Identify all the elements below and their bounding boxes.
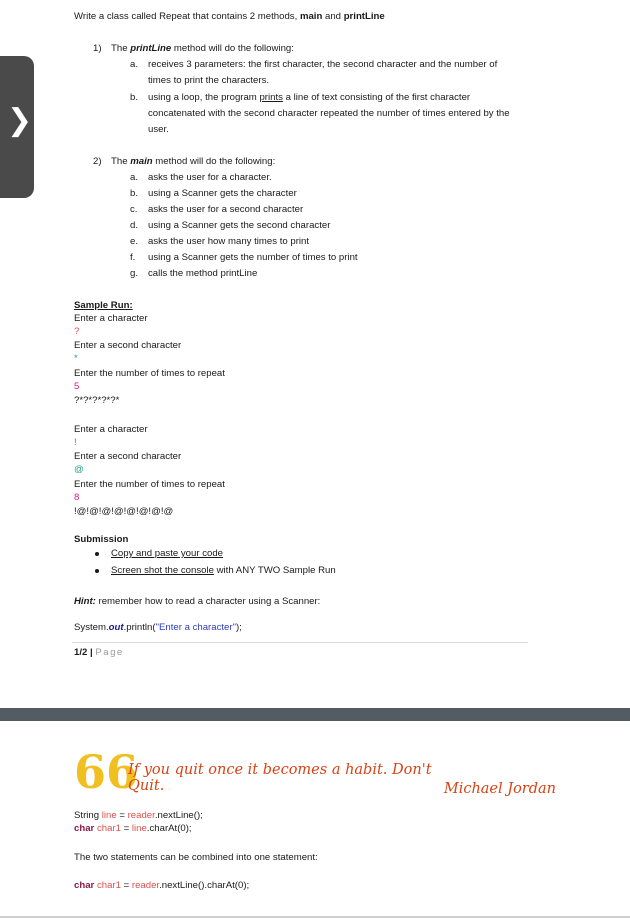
code-token: String [74, 810, 102, 821]
user-input: 8 [74, 492, 80, 503]
prompt-text: Enter a second character [74, 340, 182, 351]
combine-note: The two statements can be combined into one statement: [74, 852, 318, 863]
code-println [74, 622, 242, 634]
section1-num: 1) [93, 43, 102, 54]
submission-item-2 [111, 565, 336, 577]
section2-num: 2) [93, 156, 102, 167]
page-number [74, 647, 124, 659]
code-var: line [101, 810, 117, 821]
code-var: char1 [96, 880, 121, 891]
list-item-text: asks the user for a second character [148, 204, 304, 215]
user-input: @ [74, 464, 84, 475]
code-string: "Enter a character" [155, 622, 236, 633]
list-item-text: times to print the characters. [148, 75, 270, 86]
item-pre: using a loop, the program [148, 92, 260, 103]
code-var: char1 [96, 823, 121, 834]
section2-heading [111, 156, 275, 168]
list-item-text [148, 92, 470, 104]
intro-text: Write a class called Repeat that contains 2 methods, [74, 11, 300, 22]
code-token: = [116, 810, 128, 821]
sample-run-heading: Sample Run: [74, 300, 133, 311]
page-break-band [0, 708, 630, 721]
bullet-icon [95, 552, 99, 556]
user-input: 5 [74, 381, 80, 392]
section2-pre: The [111, 156, 131, 167]
hint-text: remember how to read a character using a Scanner: [95, 596, 321, 607]
sidebar-toggle-button[interactable] [0, 56, 34, 198]
bullet-icon [95, 569, 99, 573]
list-marker: f. [130, 252, 136, 263]
submission-item-2-rest: with ANY TWO Sample Run [213, 565, 336, 576]
list-marker: d. [130, 220, 139, 231]
section1-pre: The [111, 43, 131, 54]
intro-main: main [299, 11, 323, 22]
code-token: .charAt(0); [146, 823, 192, 834]
quote-line-1: If you quit once it becomes a habit. Don't [128, 762, 432, 778]
prompt-text: Enter a second character [74, 451, 182, 462]
code-keyword: char [74, 823, 97, 834]
page-num: 1/2 [74, 647, 88, 658]
prompt-text: Enter the number of times to repeat [74, 479, 225, 490]
list-marker: a. [130, 172, 139, 183]
code-var: reader [127, 810, 155, 821]
list-marker: a. [130, 59, 139, 70]
list-item-text: asks the user how many times to print [148, 236, 310, 247]
section2-method: main [130, 156, 153, 167]
prints-link[interactable]: prints [259, 92, 283, 103]
code-var: line [131, 823, 147, 834]
list-marker: e. [130, 236, 139, 247]
code-token: = [120, 880, 132, 891]
prompt-text: Enter the number of times to repeat [74, 368, 225, 379]
console-output: !@!@!@!@!@!@!@!@ [74, 506, 174, 517]
section2-post: method will do the following: [152, 156, 276, 167]
list-item-text: calls the method printLine [148, 268, 258, 279]
page-sep: | [87, 647, 96, 658]
intro-and: and [322, 11, 344, 22]
list-item-text: using a Scanner gets the number of times to print [148, 252, 358, 263]
section1-post: method will do the following: [171, 43, 294, 54]
code-keyword: char [74, 880, 97, 891]
code-token: = [120, 823, 132, 834]
page-divider [72, 642, 528, 643]
intro-line [74, 11, 385, 23]
code-var: reader [131, 880, 160, 891]
console-output: ?*?*?*?*?* [74, 395, 120, 406]
section1-method: printLine [130, 43, 172, 54]
code-line-2 [74, 823, 192, 835]
code-token: .println( [123, 622, 156, 633]
code-line-3 [74, 880, 249, 892]
user-input: ! [74, 437, 77, 448]
list-item-text: concatenated with the second character repeated the number of times entered by the [148, 108, 510, 119]
chevron-right-icon: ❯ [7, 103, 33, 138]
page-label: Page [95, 647, 124, 658]
list-item-text: using a Scanner gets the second character [148, 220, 331, 231]
list-marker: b. [130, 188, 139, 199]
list-marker: g. [130, 268, 139, 279]
hint-label: Hint: [74, 596, 96, 607]
screenshot-link[interactable]: Screen shot the console [111, 565, 214, 576]
code-token: ); [235, 622, 242, 633]
list-item-text: receives 3 parameters: the first character, the second character and the number of [148, 59, 498, 70]
user-input: ? [74, 326, 80, 337]
section1-heading [111, 43, 294, 55]
item-post: a line of text consisting of the first character [282, 92, 471, 103]
code-token: System. [74, 622, 109, 633]
intro-printline: printLine [343, 11, 385, 22]
hint-line [74, 596, 320, 608]
prompt-text: Enter a character [74, 313, 148, 324]
quote-author: Michael Jordan [443, 781, 556, 797]
list-marker: c. [130, 204, 138, 215]
list-marker: b. [130, 92, 139, 103]
user-input: * [74, 353, 78, 364]
prompt-text: Enter a character [74, 424, 148, 435]
code-token: .nextLine(); [154, 810, 203, 821]
code-line-1 [74, 810, 203, 822]
copy-paste-link[interactable]: Copy and paste your code [111, 548, 224, 559]
list-item-text: asks the user for a character. [148, 172, 272, 183]
code-token: .nextLine().charAt(0); [159, 880, 250, 891]
quote-mark-icon: 66 [74, 745, 139, 799]
list-item-text: using a Scanner gets the character [148, 188, 297, 199]
list-item-text: user. [148, 124, 169, 135]
code-token: out [108, 622, 124, 633]
submission-heading: Submission [74, 534, 129, 545]
quote-line-2: Quit. [128, 778, 165, 794]
